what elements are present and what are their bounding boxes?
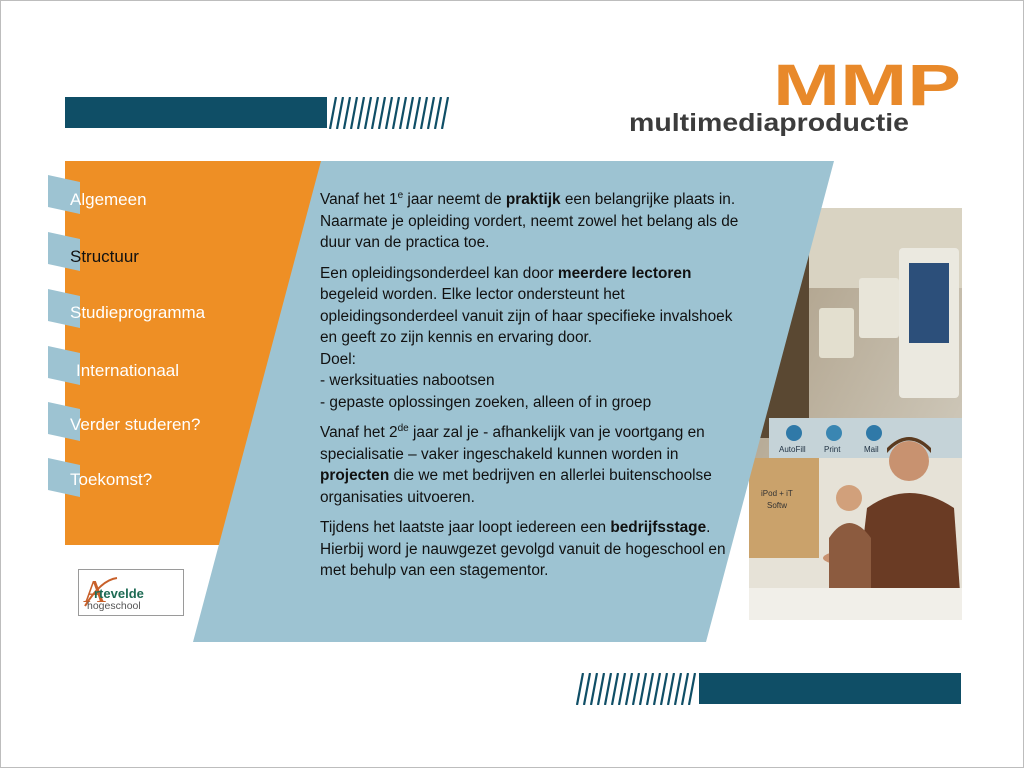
nav-item-structuur[interactable]: Structuur [70,247,139,266]
mmp-logo-mark: MMP [773,61,961,118]
svg-text:iPod + iT: iPod + iT [761,489,793,498]
nav-item-verder-studeren[interactable]: Verder studeren? [70,415,201,434]
nav-item-studieprogramma[interactable]: Studieprogramma [70,303,206,322]
goal-item: - werksituaties nabootsen [320,372,495,389]
bottom-bar [699,673,961,704]
nav-item-toekomst[interactable]: Toekomst? [70,470,153,489]
mmp-logo [627,61,967,136]
nav-item-internationaal[interactable]: Internationaal [76,361,180,380]
artevelde-logo [78,569,184,616]
svg-text:Mail: Mail [864,445,879,454]
paragraph-lecturers: Een opleidingsonderdeel kan door meerdere lectoren begeleid worden. Elke lector ondersteunt het opleidingsonderdeel vanuit zijn of haar specifieke invalshoek en geeft zo zijn kennis en ervaring door. [320,264,733,346]
artevelde-name: rtevelde [94,586,144,601]
mmp-logo-text: multimediaproductie [629,109,910,136]
goal-title: Doel: [320,350,356,368]
nav-item-algemeen[interactable]: Algemeen [70,190,147,209]
paragraph-projects: Vanaf het 2de jaar zal je - afhankelijk van je voortgang en specialisatie – vaker ingeschakeld kunnen worden in projecten die we met bedrijven en allerlei buitenschoolse organisaties uitvoeren. [320,423,712,506]
svg-text:Softw: Softw [767,501,788,510]
hatch-decoration-top [324,97,456,129]
top-bar [65,97,327,128]
paragraph-practice: Vanaf het 1e jaar neemt de praktijk een belangrijke plaats in. Naarmate je opleiding vordert, neemt zowel het belang als de duur van de practica toe. [320,190,739,251]
artevelde-subtitle: hogeschool [87,600,141,612]
content-text [320,189,750,591]
hatch-decoration-bottom [573,673,703,705]
svg-text:Print: Print [824,445,841,454]
paragraph-internship: Tijdens het laatste jaar loopt iedereen een bedrijfsstage. Hierbij word je nauwgezet gevolgd vanuit de hogeschool en met behulp van een stagementor. [320,519,726,579]
goal-item: - gepaste oplossingen zoeken, alleen of in groep [320,393,652,411]
svg-text:A: A [83,573,107,609]
svg-text:AutoFill: AutoFill [779,445,806,454]
